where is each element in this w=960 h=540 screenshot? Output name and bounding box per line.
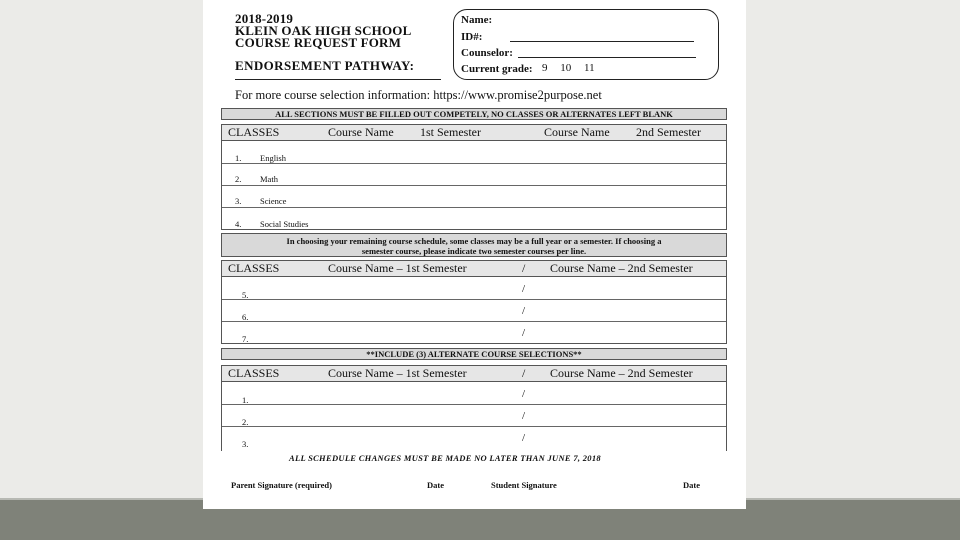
header-2nd-semester: Course Name – 2nd Semester	[550, 366, 693, 380]
header-slash: /	[522, 366, 526, 380]
row-slash: /	[522, 305, 526, 317]
header-classes: CLASSES	[228, 261, 280, 275]
header-slash: /	[522, 261, 526, 275]
table-header	[222, 125, 726, 141]
core-classes-table	[221, 124, 727, 230]
row-number: 3.	[235, 196, 242, 206]
form-title: COURSE REQUEST FORM	[235, 35, 402, 50]
row-number: 2.	[242, 417, 249, 427]
parent-date-label: Date	[427, 480, 444, 490]
student-date-label: Date	[683, 480, 700, 490]
required-banner: ALL SECTIONS MUST BE FILLED OUT COMPETELY, NO CLASSES OR ALTERNATES LEFT BLANK	[221, 108, 727, 120]
header-classes: CLASSES	[228, 366, 280, 380]
header-1st-semester: Course Name – 1st Semester	[328, 261, 467, 275]
table-row[interactable]	[222, 277, 726, 300]
student-signature-label: Student Signature	[491, 480, 557, 490]
header-2nd-semester: Course Name – 2nd Semester	[550, 261, 693, 275]
header-course-name-1: Course Name	[328, 125, 394, 139]
table-row[interactable]	[222, 321, 726, 343]
form-year: 2018-2019	[235, 11, 294, 26]
header-1st-semester: 1st Semester	[420, 125, 481, 139]
row-number: 1.	[235, 153, 242, 163]
row-label: Science	[260, 196, 287, 206]
table-row[interactable]	[222, 404, 726, 427]
student-info-box	[453, 9, 719, 80]
row-number: 7.	[242, 334, 249, 344]
row-slash: /	[522, 410, 526, 422]
name-label: Name:	[461, 14, 493, 26]
table-row[interactable]	[222, 163, 726, 186]
counselor-field[interactable]	[518, 57, 696, 58]
id-label: ID#:	[461, 31, 483, 43]
row-slash: /	[522, 327, 526, 339]
header-classes: CLASSES	[228, 125, 280, 139]
table-header	[222, 261, 726, 277]
instructions-line-2: semester course, please indicate two semester courses per line.	[361, 246, 587, 256]
row-label: English	[260, 153, 286, 163]
grade-label: Current grade:	[461, 63, 533, 75]
deadline-notice: ALL SCHEDULE CHANGES MUST BE MADE NO LATER THAN JUNE 7, 2018	[289, 453, 601, 463]
endorsement-label: ENDORSEMENT PATHWAY:	[235, 58, 415, 73]
table-row[interactable]	[222, 141, 726, 164]
course-request-form	[203, 0, 746, 509]
row-number: 5.	[242, 290, 249, 300]
table-row[interactable]	[222, 299, 726, 322]
endorsement-field[interactable]	[235, 79, 441, 80]
row-slash: /	[522, 283, 526, 295]
row-number: 3.	[242, 439, 249, 449]
alternates-banner: **INCLUDE (3) ALTERNATE COURSE SELECTIONS**	[221, 348, 727, 360]
more-info-link[interactable]: For more course selection information: https://www.promise2purpose.net	[235, 88, 602, 102]
table-header	[222, 366, 726, 382]
row-label: Math	[260, 174, 278, 184]
instructions-banner	[221, 233, 727, 257]
table-row[interactable]	[222, 382, 726, 405]
alternate-classes-table	[221, 365, 727, 451]
school-name: KLEIN OAK HIGH SCHOOL	[235, 23, 412, 38]
counselor-label: Counselor:	[461, 47, 513, 59]
parent-signature-label: Parent Signature (required)	[231, 480, 332, 490]
header-1st-semester: Course Name – 1st Semester	[328, 366, 467, 380]
elective-classes-table	[221, 260, 727, 344]
instructions-line-1: In choosing your remaining course schedule, some classes may be a full year or a semester. If choosing a	[286, 236, 662, 246]
id-field[interactable]	[510, 41, 694, 42]
row-number: 2.	[235, 174, 242, 184]
row-number: 4.	[235, 219, 242, 229]
row-label: Social Studies	[260, 219, 309, 229]
header-2nd-semester: 2nd Semester	[636, 125, 701, 139]
row-number: 1.	[242, 395, 249, 405]
table-row[interactable]	[222, 185, 726, 208]
table-row[interactable]	[222, 207, 726, 229]
table-row[interactable]	[222, 426, 726, 448]
row-slash: /	[522, 432, 526, 444]
row-number: 6.	[242, 312, 249, 322]
grade-options[interactable]: 9 10 11	[542, 62, 595, 74]
row-slash: /	[522, 388, 526, 400]
header-course-name-2: Course Name	[544, 125, 610, 139]
